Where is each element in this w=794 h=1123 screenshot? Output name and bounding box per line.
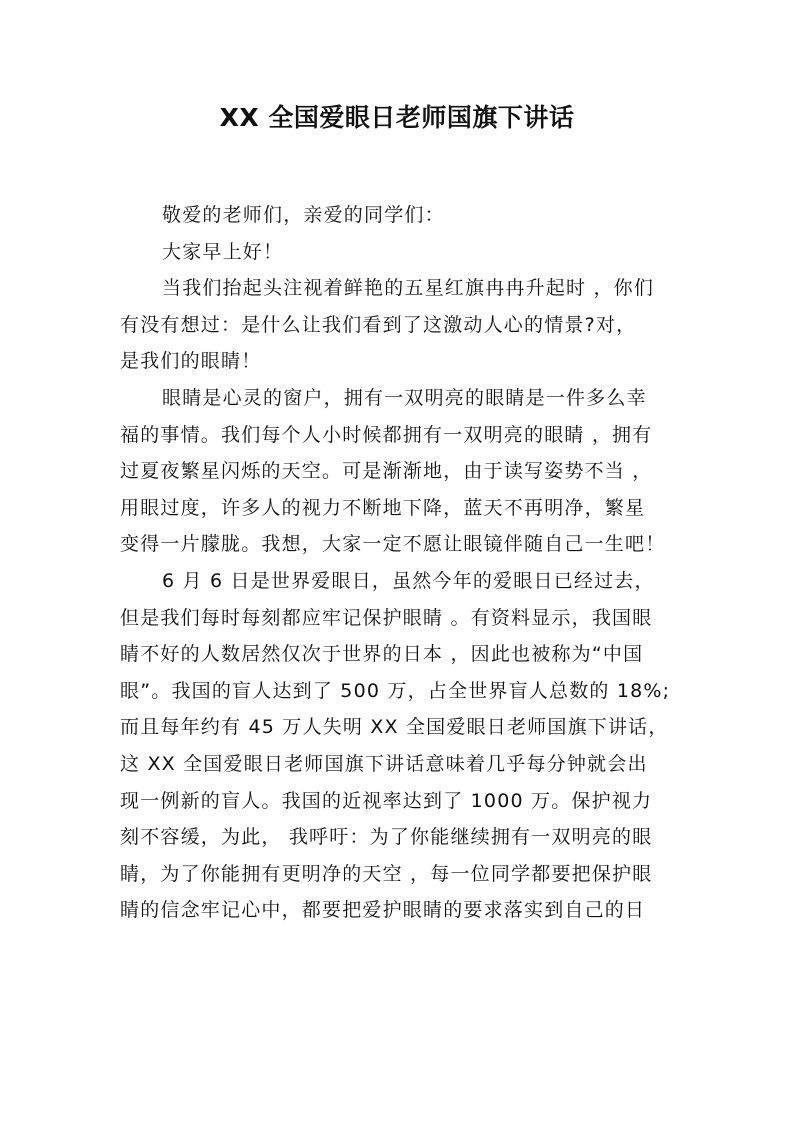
- paragraph-line: 而且每年约有 45 万人失明 XX 全国爱眼日老师国旗下讲话，: [120, 716, 669, 739]
- greeting-line: 敬爱的老师们，亲爱的同学们：: [162, 204, 445, 226]
- document-title: XX 全国爱眼日老师国旗下讲话: [219, 103, 575, 132]
- paragraph-line: 这 XX 全国爱眼日老师国旗下讲话意味着几乎每分钟就会出: [120, 752, 648, 775]
- paragraph-line: 眼”。我国的盲人达到了 500 万，占全世界盲人总数的 18%;: [120, 679, 671, 702]
- paragraph-line: 用眼过度，许多人的视力不断地下降，蓝天不再明净，繁星: [120, 496, 646, 519]
- paragraph-line: 6 月 6 日是世界爱眼日，虽然今年的爱眼日已经过去，: [162, 569, 655, 592]
- paragraph-line: 是我们的眼睛！: [120, 350, 262, 373]
- paragraph-line: 福的事情。我们每个人小时候都拥有一双明亮的眼睛 ，拥有: [120, 423, 653, 446]
- paragraph-line: 过夏夜繁星闪烁的天空。可是渐渐地，由于读写姿势不当 ，: [120, 460, 653, 483]
- paragraph-line: 有没有想过：是什么让我们看到了这激动人心的情景?对，: [120, 313, 637, 336]
- salutation-line: 大家早上好！: [162, 240, 284, 263]
- paragraph-line: 睛不好的人数居然仅次于世界的日本 ，因此也被称为“中国: [120, 643, 644, 666]
- document-body: [120, 197, 675, 929]
- paragraph-line: 但是我们每时每刻都应牢记保护眼睛 。有资料显示，我国眼: [120, 606, 653, 629]
- paragraph-line: 现一例新的盲人。我国的近视率达到了 1000 万。保护视力: [120, 789, 653, 812]
- paragraph-line: 睛，为了你能拥有更明净的天空 ，每一位同学都要把保护眼: [120, 862, 653, 885]
- paragraph-line: 眼睛是心灵的窗户，拥有一双明亮的眼睛是一件多么幸: [162, 386, 647, 409]
- paragraph-line: 变得一片朦胧。我想，大家一定不愿让眼镜伴随自己一生吧！: [120, 533, 666, 556]
- paragraph-line: 睛的信念牢记心中，都要把爱护眼睛的要求落实到自己的日: [120, 899, 646, 922]
- paragraph-line: 当我们抬起头注视着鲜艳的五星红旗冉冉升起时 ，你们: [162, 277, 655, 300]
- paragraph-line: 刻不容缓，为此， 我呼吁：为了你能继续拥有一双明亮的眼: [120, 826, 653, 849]
